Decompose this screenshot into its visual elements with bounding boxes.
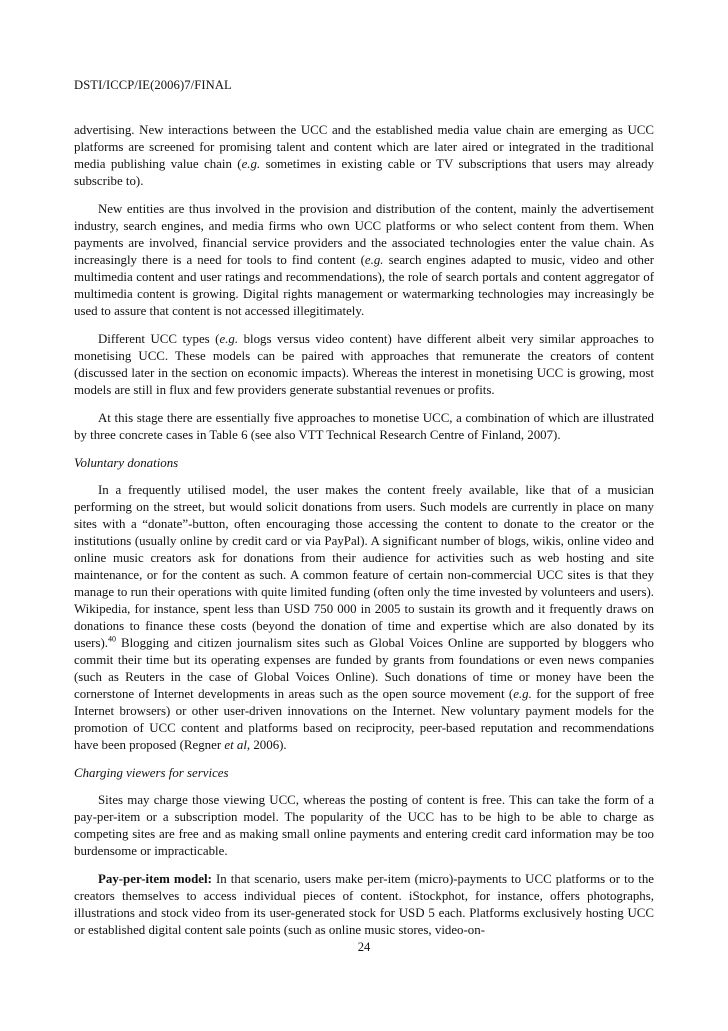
paragraph-five-approaches: At this stage there are essentially five approaches to monetise UCC, a combination of which are illustrated by three concrete cases in Table 6 (see also VTT Technical Research Centre of Finland, 2007).	[74, 411, 654, 442]
body-text	[74, 122, 654, 950]
pay-per-item-label: Pay-per-item model:	[98, 872, 212, 886]
footnote-ref: 40	[108, 634, 117, 644]
document-page	[74, 0, 654, 1031]
paragraph-new-entities: New entities are thus involved in the provision and distribution of the content, mainly the advertisement industry, search engines, and media firms who own UCC platforms or who select content from them. When payments are involved, financial service providers and the associated technologies enter the value chain. As increasingly there is a need for tools to find content (e.g. search engines adapted to music, video and other multimedia content and user ratings and recommendations), the role of search portals and content aggregator of multimedia content is growing. Digital rights management or watermarking technologies may increasingly be used to assure that content is not accessed illegitimately.	[74, 202, 654, 318]
paragraph-pay-per-item: Pay-per-item model: In that scenario, users make per-item (micro)-payments to UCC platforms or to the creators themselves to access individual pieces of content. iStockphot, for instance, offers photographs, illustrations and stock video from its user-generated stock for USD 5 each. Platforms exclusively hosting UCC or established digital content sale points (such as online music stores, video-on-	[74, 872, 654, 937]
paragraph-donations: In a frequently utilised model, the user makes the content freely available, like that of a musician performing on the street, but would solicit donations from users. Such models are currently in place on many sites with a “donate”-button, often encouraging those accessing the content to donate to the creator or the institutions (usually online by credit card or via PayPal). A significant number of blogs, wikis, online video and online music creators ask for donations from their audience for activities such as web hosting and site maintenance, or for the content as such. A common feature of certain non-commercial UCC sites is that they manage to run their operations with quite limited funding (often only the time invested by volunteers and users). Wikipedia, for instance, spent less than USD 750 000 in 2005 to sustain its growth and it frequently draws on donations to finance these costs (beyond the donation of time and expertise which are also donated by its users).$^{40}$ Blogging and citizen journalism sites such as Global Voices Online are supported by bloggers who commit their time but its operating expenses are funded by grants from foundations or even news companies (such as Reuters in the case of Global Voices Online). Such donations of time or money have been the cornerstone of Internet developments in areas such as the open source movement (e.g. for the support of free Internet browsers) or other user-driven innovations on the Internet. New voluntary payment models for the promotion of UCC content and platforms based on reciprocity, peer-based reputation and recommendations have been proposed (Regner et al, 2006).	[74, 483, 654, 752]
document-header-id: DSTI/ICCP/IE(2006)7/FINAL	[74, 78, 232, 92]
paragraph-continued: advertising. New interactions between the UCC and the established media value chain are emerging as UCC platforms are screened for promising talent and content which are later aired or integrated in the traditional media publishing value chain (e.g. sometimes in existing cable or TV subscriptions that users may already subscribe to).	[74, 123, 654, 188]
section-heading-charging-viewers: Charging viewers for services	[74, 766, 229, 780]
page-number: 24	[357, 940, 371, 954]
section-heading-voluntary-donations: Voluntary donations	[74, 456, 179, 470]
paragraph-ucc-types: Different UCC types (e.g. blogs versus video content) have different albeit very similar approaches to monetising UCC. These models can be paired with approaches that remunerate the creators of content (discussed later in the section on economic impacts). Whereas the interest in monetising UCC is growing, most models are still in flux and few providers generate substantial revenues or profits.	[74, 332, 654, 397]
paragraph-charging: Sites may charge those viewing UCC, whereas the posting of content is free. This can take the form of a pay-per-item or a subscription model. The popularity of the UCC has to be high to be able to charge as competing sites are free and as making small online payments and entering credit card information may be too burdensome or impracticable.	[74, 793, 654, 858]
